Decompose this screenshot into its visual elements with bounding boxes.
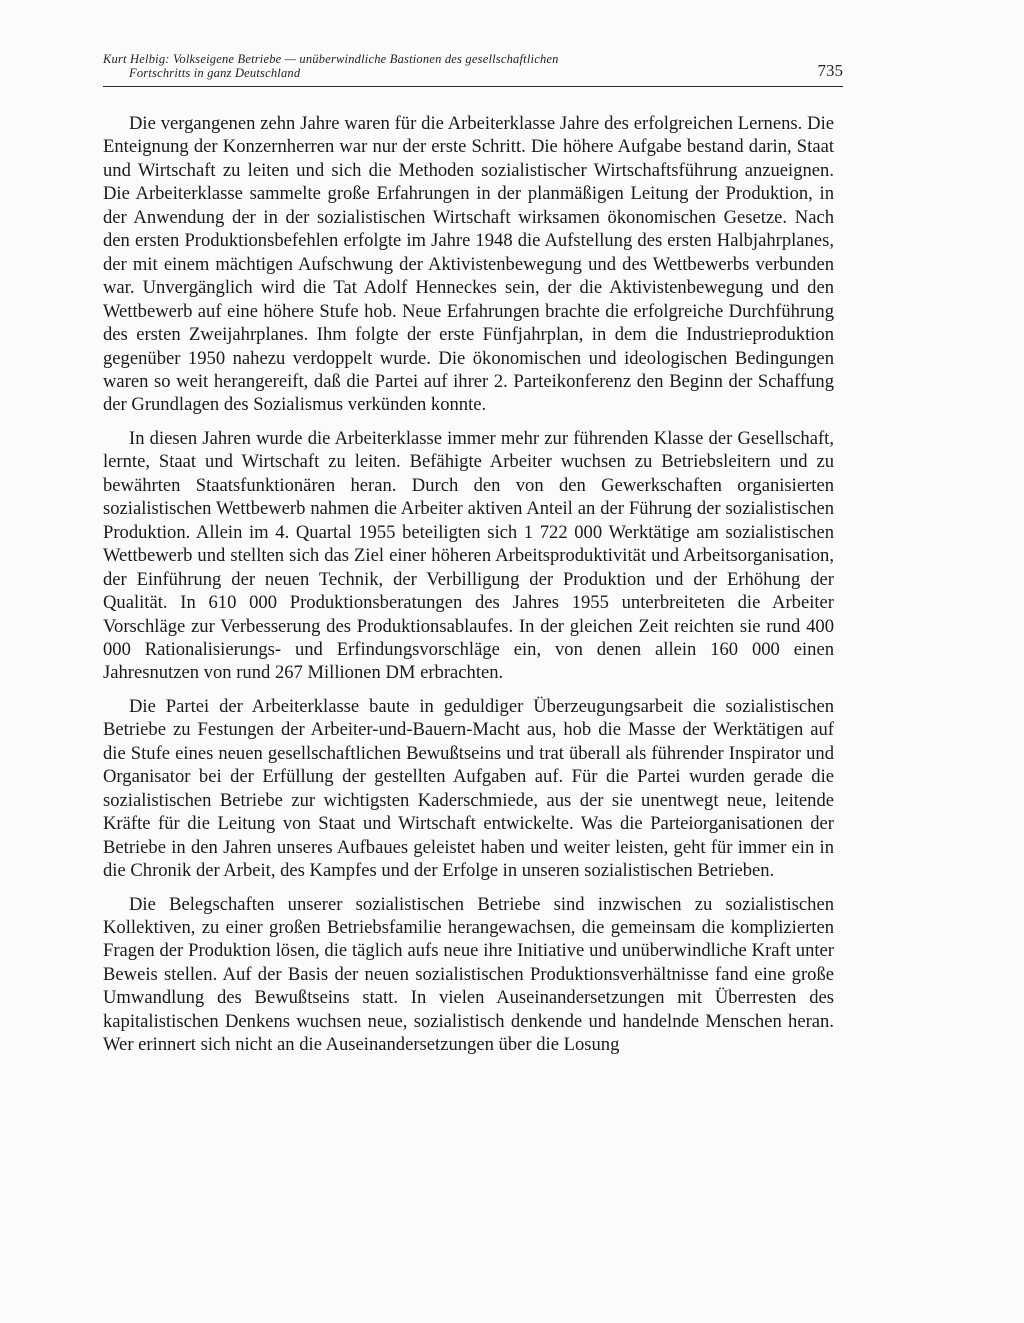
header-title-line-1: Kurt Helbig: Volkseigene Betriebe — unüberwindliche Bastionen des gesellschaftlichen bbox=[103, 52, 559, 66]
paragraph-4: Die Belegschaften unserer sozialistischen Betriebe sind inzwischen zu sozialistischen Kollektiven, zu einer großen Betriebsfamilie herangewachsen, die gemeinsam die komplizierten Fragen der Produktion lösen, die täglich aufs neue ihre Initiative und unüberwindliche Kraft unter Beweis stellen. Auf der Basis der neuen sozialistischen Produktionsverhältnisse fand eine große Umwandlung des Bewußtseins statt. In vielen Auseinandersetzungen mit Überresten des kapitalistischen Denkens wuchsen neue, sozialistisch denkende und handelnde Menschen heran. Wer erinnert sich nicht an die Auseinandersetzungen über die Losung bbox=[103, 893, 834, 1056]
page-number: 735 bbox=[817, 61, 843, 80]
paragraph-1: Die vergangenen zehn Jahre waren für die Arbeiterklasse Jahre des erfolgreichen Lernens. Die Enteignung der Konzernherren war nur der erste Schritt. Die höhere Aufgabe bestand darin, Staat und Wirtschaft zu leiten und sich die Methoden sozialistischer Wirtschaftsführung anzueignen. Die Arbeiterklasse sammelte große Erfahrungen in der planmäßigen Leitung der Produktion, in der Anwendung der in der sozialistischen Wirtschaft wirksamen ökonomischen Gesetze. Nach den ersten Produktionsbefehlen erfolgte im Jahre 1948 die Aufstellung des ersten Halbjahrplanes, der mit einem mächtigen Aufschwung der Aktivistenbewegung und des Wettbewerbs verbunden war. Unvergänglich wird die Tat Adolf Henneckes sein, der die Aktivistenbewegung und den Wettbewerb auf eine höhere Stufe hob. Neue Erfahrungen brachte die erfolgreiche Durchführung des ersten Zweijahrplanes. Ihm folgte der erste Fünfjahrplan, in dem die Industrieproduktion gegenüber 1950 nahezu verdoppelt wurde. Die ökonomischen und ideologischen Bedingungen waren so weit herangereift, daß die Partei auf ihrer 2. Parteikonferenz den Beginn der Schaffung der Grundlagen des Sozialismus verkünden konnte. bbox=[103, 113, 834, 416]
paragraph-2: In diesen Jahren wurde die Arbeiterklasse immer mehr zur führenden Klasse der Gesellschaft, lernte, Staat und Wirtschaft zu leiten. Befähigte Arbeiter wuchsen zu Betriebsleitern und zu bewährten Staatsfunktionären heran. Durch den von den Gewerkschaften organisierten sozialistischen Wettbewerb nahmen die Arbeiter aktiven Anteil an der Führung der sozialistischen Produktion. Allein im 4. Quartal 1955 beteiligten sich 1 722 000 Werktätige am sozialistischen Wettbewerb und stellten sich das Ziel einer höheren Arbeitsproduktivität und Arbeitsorganisation, der Einführung der neuen Technik, der Verbilligung der Produktion und der Erhöhung der Qualität. In 610 000 Produktionsberatungen des Jahres 1955 unterbreiteten die Arbeiter Vorschläge zur Verbesserung des Produktionsablaufes. In der gleichen Zeit reichten sie rund 400 000 Rationalisierungs- und Erfindungsvorschläge ein, von denen allein 160 000 einen Jahresnutzen von rund 267 Millionen DM erbrachten. bbox=[103, 427, 834, 684]
header-title-line-2: Fortschritts in ganz Deutschland bbox=[129, 66, 301, 80]
body-text bbox=[103, 112, 834, 1067]
paragraph-3: Die Partei der Arbeiterklasse baute in geduldiger Überzeugungsarbeit die sozialistischen Betriebe zu Festungen der Arbeiter-und-Bauern-Macht aus, hob die Masse der Werktätigen auf die Stufe eines neuen gesellschaftlichen Bewußtseins und trat überall als führender Inspirator und Organisator bei der Erfüllung der gestellten Aufgaben auf. Für die Partei wurden gerade die sozialistischen Betriebe zur wichtigsten Kaderschmiede, aus der sie unentwegt neue, leitende Kräfte für die Leitung von Staat und Wirtschaft entwickelte. Was die Parteiorganisationen der Betriebe in den Jahren unseres Aufbaues geleistet haben und weiter leisten, geht für immer ein in die Chronik der Arbeit, des Kampfes und der Erfolge in unseren sozialistischen Betrieben. bbox=[103, 695, 834, 882]
running-header-title bbox=[103, 52, 743, 80]
running-header bbox=[103, 52, 843, 87]
